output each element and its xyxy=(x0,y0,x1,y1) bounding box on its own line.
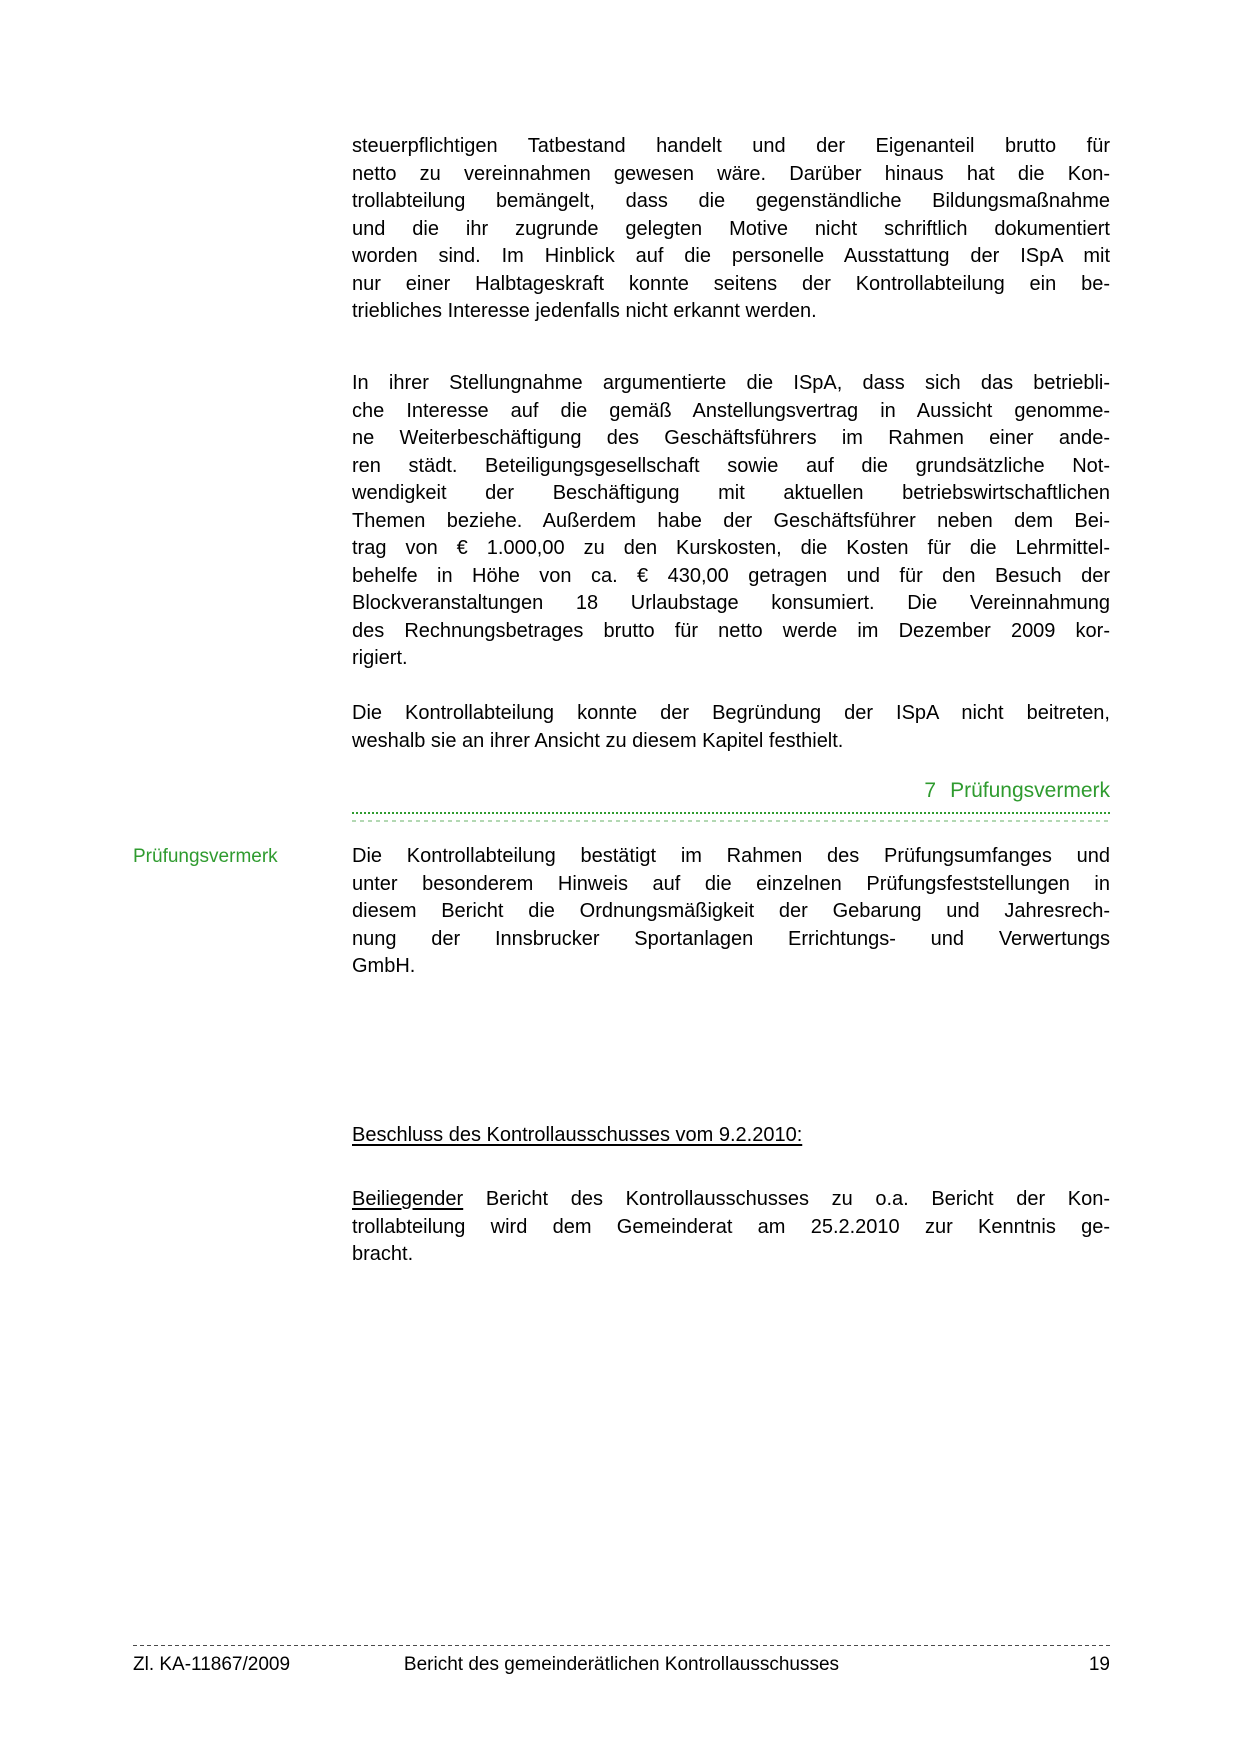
text-line: rigiert. xyxy=(352,647,408,669)
section-heading-pruefungsvermerk xyxy=(352,777,1110,804)
margin-label-pruefungsvermerk: Prüfungsvermerk xyxy=(133,846,278,867)
text-line: triebliches Interesse jedenfalls nicht erkannt werden. xyxy=(352,300,817,322)
text-line: ren städt. Beteiligungsgesellschaft sowie auf die grundsätzliche Not- xyxy=(352,454,1110,477)
text-line: Die Kontrollabteilung bestätigt im Rahmen des Prüfungsumfanges und xyxy=(352,845,1110,867)
text-line: weshalb sie an ihrer Ansicht zu diesem Kapitel festhielt. xyxy=(352,729,844,752)
section-title: Prüfungsvermerk xyxy=(950,779,1110,802)
footer-page-number: 19 xyxy=(1088,1654,1110,1675)
text-line: Themen beziehe. Außerdem habe der Geschäftsführer neben dem Bei- xyxy=(352,509,1110,532)
text-line: trollabteilung wird dem Gemeinderat am 25.2.2010 zur Kenntnis ge- xyxy=(352,1215,1110,1238)
text-line: che Interesse auf die gemäß Anstellungsvertrag in Aussicht genomme- xyxy=(352,399,1110,422)
text-line: wendigkeit der Beschäftigung mit aktuellen betriebswirtschaftlichen xyxy=(352,482,1110,504)
beschluss-heading: Beschluss des Kontrollausschusses vom 9.2.2010: xyxy=(352,1124,803,1146)
text-line: und die ihr zugrunde gelegten Motive nicht schriftlich dokumentiert xyxy=(352,217,1110,240)
text-line: unter besonderem Hinweis auf die einzelnen Prüfungsfeststellungen in xyxy=(352,872,1110,895)
footer-dashed-rule xyxy=(133,1645,1110,1646)
page-footer xyxy=(133,1652,1110,1678)
paragraph-beschluss-body xyxy=(352,1186,1110,1269)
underlined-word: Beiliegender xyxy=(352,1188,464,1210)
text-line: In ihrer Stellungnahme argumentierte die ISpA, dass sich das betriebli- xyxy=(352,372,1110,394)
text-line: ne Weiterbeschäftigung des Geschäftsführers im Rahmen einer ande- xyxy=(352,427,1110,449)
section-number: 7 xyxy=(924,779,937,802)
paragraph-pruefungsvermerk-body xyxy=(352,843,1110,981)
text-line: bracht. xyxy=(352,1243,414,1265)
text-line: trag von € 1.000,00 zu den Kurskosten, die Kosten für die Lehrmittel- xyxy=(352,537,1110,559)
text-line: netto zu vereinnahmen gewesen wäre. Darüber hinaus hat die Kon- xyxy=(352,162,1110,185)
text-line: steuerpflichtigen Tatbestand handelt und der Eigenanteil brutto für xyxy=(352,135,1110,157)
footer-reference-number: Zl. KA-11867/2009 xyxy=(133,1654,291,1675)
text-line: diesem Bericht die Ordnungsmäßigkeit der Gebarung und Jahresrech- xyxy=(352,900,1110,922)
paragraph-steuerpflichtig xyxy=(352,133,1110,326)
text-line xyxy=(352,1186,1110,1214)
text-line: GmbH. xyxy=(352,955,416,977)
text-line: trollabteilung bemängelt, dass die gegenständliche Bildungsmaßnahme xyxy=(352,190,1110,212)
footer-document-title: Bericht des gemeinderätlichen Kontrollausschusses xyxy=(403,1654,840,1675)
text-line: behelfe in Höhe von ca. € 430,00 getragen und für den Besuch der xyxy=(352,564,1110,587)
text-line: nung der Innsbrucker Sportanlagen Errichtungs- und Verwertungs xyxy=(352,927,1110,950)
paragraph-stellungnahme-ispa xyxy=(352,370,1110,673)
text-line: nur einer Halbtageskraft konnte seitens der Kontrollabteilung ein be- xyxy=(352,272,1110,295)
paragraph-kontrollabteilung-festhielt xyxy=(352,700,1110,755)
text-line: worden sind. Im Hinblick auf die personelle Ausstattung der ISpA mit xyxy=(352,245,1110,267)
section-dotted-rule-bottom xyxy=(352,820,1110,822)
text-line-rest: Bericht des Kontrollausschusses zu o.a. Bericht der Kon- xyxy=(463,1188,1110,1210)
text-line: des Rechnungsbetrages brutto für netto werde im Dezember 2009 kor- xyxy=(352,619,1110,642)
text-line: Die Kontrollabteilung konnte der Begründung der ISpA nicht beitreten, xyxy=(352,702,1110,724)
text-line: Blockveranstaltungen 18 Urlaubstage konsumiert. Die Vereinnahmung xyxy=(352,592,1110,614)
section-dotted-rule-top xyxy=(352,812,1110,814)
